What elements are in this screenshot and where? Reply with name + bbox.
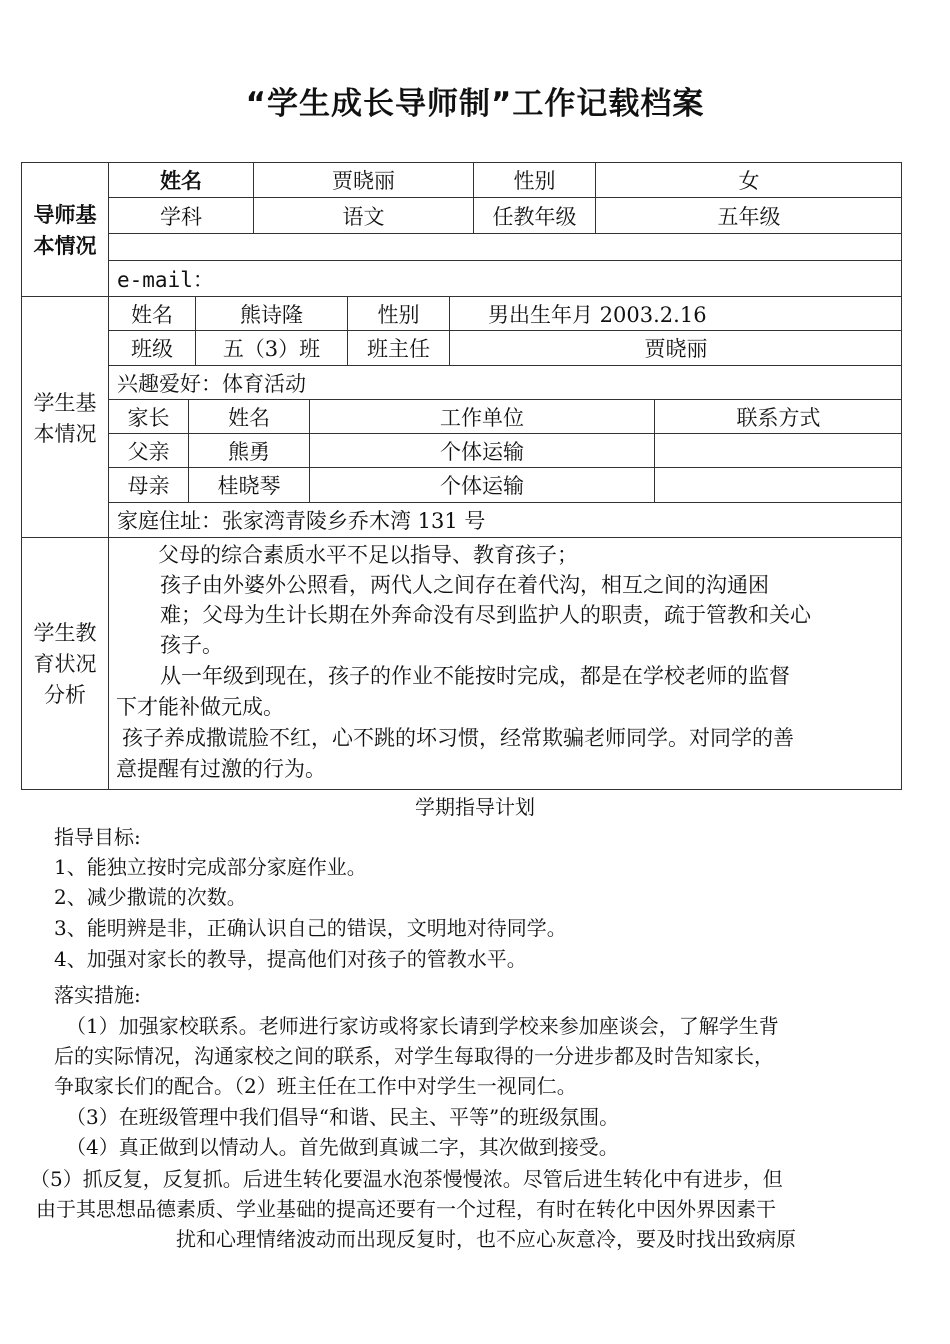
measures-label: 落实措施: [54, 983, 141, 1007]
analysis-section-label: 学生教育状况分析 [33, 621, 97, 707]
father-name: 熊勇 [188, 433, 309, 467]
father-work: 个体运输 [309, 433, 654, 467]
analysis-p1: 父母的综合素质水平不足以指导、教育孩子； [158, 543, 578, 567]
student-class-label: 班级 [108, 330, 195, 365]
mother-work: 个体运输 [309, 467, 654, 502]
parents-header-role: 家长 [108, 399, 188, 433]
mentor-subject: 语文 [253, 197, 473, 233]
analysis-section-top [21, 537, 902, 538]
analysis-p4b: 意提醒有过激的行为。 [116, 757, 326, 781]
mentor-blank-row [108, 233, 902, 260]
mentor-gender-label: 性别 [473, 162, 595, 197]
goals-label: 指导目标: [54, 825, 141, 849]
analysis-p3a: 从一年级到现在，孩子的作业不能按时完成，都是在学校老师的监督 [160, 664, 790, 688]
goal-3: 3、能明辨是非，正确认识自己的错误，文明地对待同学。 [54, 916, 567, 940]
father-role: 父亲 [108, 433, 188, 467]
measure-5b: 由于其思想品德素质、学业基础的提高还要有一个过程，有时在转化中因外界因素干 [36, 1197, 776, 1221]
measure-3: （3）在班级管理中我们倡导“和谐、民主、平等”的班级氛围。 [66, 1105, 620, 1129]
measure-1c: 争取家长们的配合。（2）班主任在工作中对学生一视同仁。 [54, 1074, 577, 1098]
father-contact [654, 433, 902, 467]
goal-1: 1、能独立按时完成部分家庭作业。 [54, 855, 367, 879]
head-teacher: 贾晓丽 [449, 330, 902, 365]
student-section-label: 学生基本情况 [33, 391, 97, 446]
student-name-label: 姓名 [108, 296, 195, 330]
measure-1a: （1）加强家校联系。老师进行家访或将家长请到学校来参加座谈会，了解学生背 [66, 1014, 779, 1038]
student-hobby: 兴趣爱好：体育活动 [108, 365, 902, 399]
mentor-grade: 五年级 [595, 197, 902, 233]
mother-contact [654, 467, 902, 502]
home-address: 家庭住址：张家湾青陵乡乔木湾 131 号 [108, 502, 902, 537]
parents-header-name: 姓名 [188, 399, 309, 433]
analysis-p2c: 孩子。 [160, 633, 223, 657]
parents-header-contact: 联系方式 [654, 399, 902, 433]
plan-heading: 学期指导计划 [415, 795, 535, 819]
measure-5a: （5）抓反复，反复抓。后进生转化要温水泡茶慢慢浓。尽管后进生转化中有进步，但 [30, 1167, 783, 1191]
mentor-section-label: 导师基本情况 [33, 203, 97, 258]
goal-4: 4、加强对家长的教导，提高他们对孩子的管教水平。 [54, 947, 527, 971]
mentor-name-label: 姓名 [108, 162, 253, 197]
analysis-p4a: 孩子养成撒谎脸不红，心不跳的坏习惯，经常欺骗老师同学。对同学的善 [122, 726, 794, 750]
analysis-p2b: 难；父母为生计长期在外奔命没有尽到监护人的职责，疏于管教和关心 [160, 603, 811, 627]
mother-role: 母亲 [108, 467, 188, 502]
mentor-grade-label: 任教年级 [473, 197, 595, 233]
measure-5c: 扰和心理情绪波动而出现反复时，也不应心灰意冷，要及时找出致病原 [176, 1227, 796, 1251]
mother-name: 桂晓琴 [188, 467, 309, 502]
mentor-email: e-mail： [108, 260, 902, 296]
mentor-name: 贾晓丽 [253, 162, 473, 197]
student-class: 五（3）班 [195, 330, 347, 365]
goal-2: 2、减少撒谎的次数。 [54, 885, 247, 909]
document-title: “学生成长导师制”工作记载档案 [245, 86, 705, 122]
parents-header-work: 工作单位 [309, 399, 654, 433]
analysis-p2a: 孩子由外婆外公照看，两代人之间存在着代沟，相互之间的沟通困 [160, 573, 769, 597]
student-gender-birth: 男出生年月 2003.2.16 [449, 296, 902, 330]
student-gender-label: 性别 [347, 296, 449, 330]
measure-4: （4）真正做到以情动人。首先做到真诚二字，其次做到接受。 [66, 1135, 619, 1159]
head-teacher-label: 班主任 [347, 330, 449, 365]
mentor-subject-label: 学科 [108, 197, 253, 233]
analysis-p3b: 下才能补做元成。 [116, 695, 284, 719]
measure-1b: 后的实际情况，沟通家校之间的联系，对学生每取得的一分进步都及时告知家长， [54, 1044, 774, 1068]
student-name: 熊诗隆 [195, 296, 347, 330]
mentor-gender: 女 [595, 162, 902, 197]
